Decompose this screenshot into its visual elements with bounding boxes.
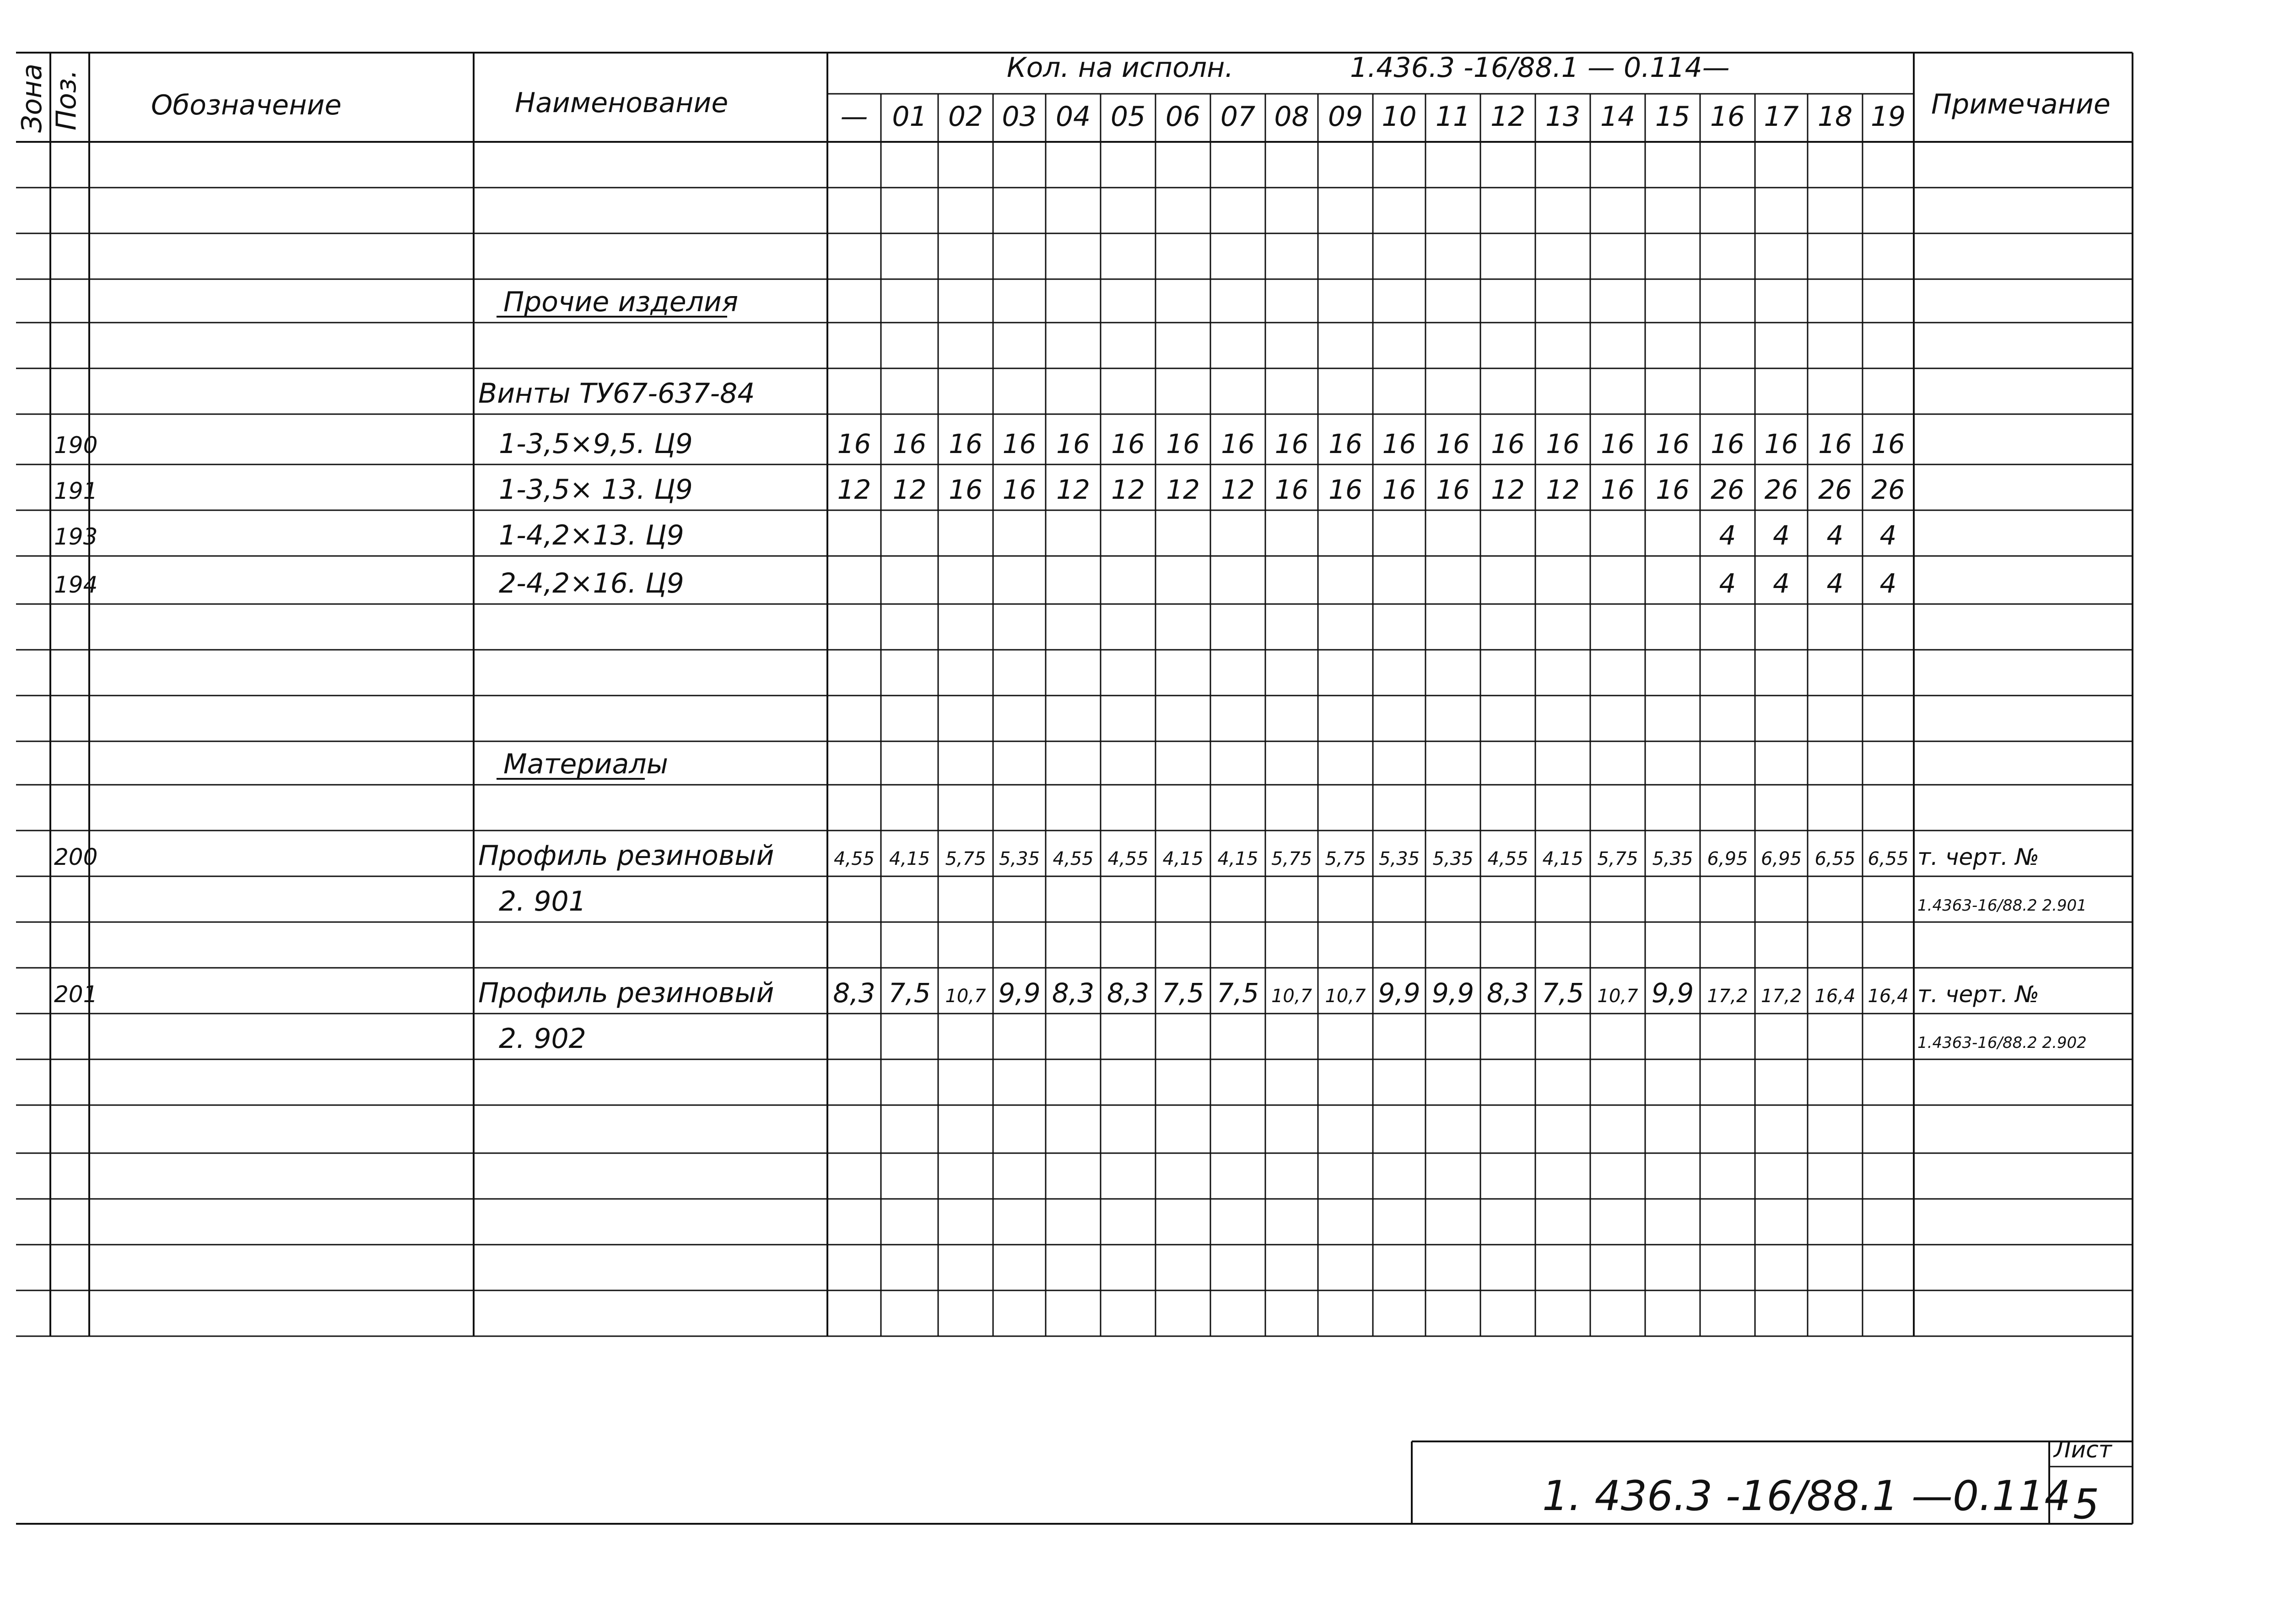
variant-header-11: 11 (1435, 101, 1471, 133)
quantity-cell: 16 (1656, 428, 1690, 459)
quantity-cell: 26 (1818, 474, 1852, 505)
quantity-cell: 9,9 (1431, 977, 1474, 1009)
table-row (499, 1023, 2087, 1055)
quantity-cell: 16 (1436, 428, 1470, 459)
note-cell: т. черт. № (1917, 981, 2039, 1008)
quantity-cell: 16 (1382, 428, 1416, 459)
quantity-cell: 16 (892, 428, 927, 459)
quantity-cell: 16 (1328, 428, 1362, 459)
quantity-cell: 12 (1166, 474, 1200, 505)
quantity-cell: 16 (1711, 428, 1744, 459)
quantity-cell: 8,3 (1486, 977, 1529, 1009)
item-name: 2. 901 (499, 885, 586, 917)
quantity-cell: 4 (1879, 520, 1897, 551)
variant-header-7: 07 (1220, 101, 1256, 133)
quantity-cell: 16 (1221, 428, 1255, 459)
note-cell: 1.4363-16/88.2 2.902 (1917, 1034, 2087, 1052)
item-name: Профиль резиновый (478, 840, 774, 872)
stamp-list-label: Лист (2054, 1436, 2112, 1463)
table-row (54, 840, 2039, 872)
quantity-cell: 9,9 (1651, 977, 1694, 1009)
table-row (54, 519, 1896, 551)
quantity-cell: 7,5 (1541, 977, 1584, 1009)
quantity-cell: 5,75 (1597, 848, 1638, 869)
quantity-cell: 6,55 (1814, 848, 1856, 869)
variant-header-0: — (840, 101, 868, 133)
quantity-cell: 16 (1601, 428, 1635, 459)
quantity-cell: 8,3 (1107, 977, 1150, 1009)
quantity-cell: 26 (1871, 474, 1905, 505)
quantity-cell: 5,75 (1271, 848, 1312, 869)
table-row (54, 428, 1905, 460)
quantity-cell: 16 (1491, 428, 1525, 459)
table-row (478, 378, 755, 410)
quantity-cell: 16 (1166, 428, 1200, 459)
quantity-cell: 12 (1546, 474, 1580, 505)
note-cell: 1.4363-16/88.2 2.901 (1917, 896, 2087, 915)
quantity-cell: 4 (1773, 568, 1790, 599)
quantity-cell: 6,95 (1707, 848, 1748, 869)
quantity-cell: 16 (1328, 474, 1362, 505)
header-poz: Поз. (50, 70, 82, 130)
variant-header-9: 09 (1328, 101, 1363, 133)
item-name: 1-3,5× 13. Ц9 (499, 474, 693, 506)
header-zona: Зона (16, 63, 48, 133)
quantity-cell: 4 (1826, 520, 1844, 551)
quantity-cell: 12 (1221, 474, 1255, 505)
quantity-cell: 5,75 (945, 848, 986, 869)
table-row (54, 567, 1896, 599)
quantity-cell: 16,4 (1814, 986, 1856, 1007)
stamp-designation: 1. 436.3 -16/88.1 —0.114 (1542, 1472, 2071, 1520)
item-name: Винты ТУ67-637-84 (478, 378, 755, 410)
quantity-cell: 16 (1002, 474, 1037, 505)
item-name: 2. 902 (499, 1023, 586, 1055)
quantity-cell: 12 (1111, 474, 1145, 505)
quantity-cell: 16 (1601, 474, 1635, 505)
position-number: 193 (54, 523, 98, 550)
variant-header-17: 17 (1764, 101, 1799, 133)
variant-header-5: 05 (1110, 101, 1146, 133)
quantity-cell: 12 (1491, 474, 1525, 505)
quantity-cell: 5,75 (1325, 848, 1366, 869)
header-naimenovanie: Наименование (515, 87, 729, 119)
item-name: Профиль резиновый (478, 977, 774, 1009)
quantity-cell: 5,35 (1378, 848, 1420, 869)
quantity-cell: 5,35 (999, 848, 1040, 869)
header-oboznachenie: Обозначение (151, 89, 342, 121)
quantity-cell: 4 (1719, 520, 1736, 551)
quantity-cell: 4,15 (1542, 848, 1583, 869)
quantity-cell: 4,15 (1162, 848, 1204, 869)
stamp-list-number: 5 (2073, 1480, 2100, 1528)
quantity-cell: 26 (1764, 474, 1798, 505)
position-number: 190 (54, 432, 98, 459)
quantity-cell: 16 (1656, 474, 1690, 505)
table-row (499, 885, 2087, 917)
table-row (497, 286, 738, 318)
quantity-cell: 4,55 (1487, 848, 1528, 869)
quantity-cell: 5,35 (1652, 848, 1693, 869)
variant-header-15: 15 (1655, 101, 1690, 133)
quantity-cell: 10,7 (1271, 986, 1312, 1007)
quantity-cell: 7,5 (888, 977, 931, 1009)
quantity-cell: 8,3 (1052, 977, 1095, 1009)
variant-header-13: 13 (1545, 101, 1581, 133)
quantity-cell: 12 (837, 474, 871, 505)
quantity-cell: 7,5 (1161, 977, 1204, 1009)
quantity-cell: 16 (1002, 428, 1037, 459)
variant-header-1: 01 (892, 101, 927, 133)
quantity-cell: 16 (1274, 428, 1309, 459)
quantity-cell: 17,2 (1760, 986, 1802, 1007)
quantity-cell: 4,15 (1217, 848, 1258, 869)
quantity-cell: 10,7 (945, 986, 986, 1007)
quantity-cell: 4,55 (833, 848, 875, 869)
note-cell: т. черт. № (1917, 844, 2039, 870)
quantity-cell: 4 (1773, 520, 1790, 551)
quantity-cell: 26 (1711, 474, 1744, 505)
item-name: 1-3,5×9,5. Ц9 (499, 428, 693, 460)
quantity-cell: 10,7 (1325, 986, 1366, 1007)
variant-header-4: 04 (1055, 101, 1091, 133)
quantity-cell: 16 (837, 428, 871, 459)
quantity-cell: 4,55 (1107, 848, 1149, 869)
quantity-cell: 16 (949, 428, 983, 459)
quantity-cell: 16 (1056, 428, 1090, 459)
quantity-cell: 4 (1879, 568, 1897, 599)
variant-header-18: 18 (1817, 101, 1853, 133)
quantity-cell: 9,9 (1378, 977, 1420, 1009)
quantity-cell: 16 (1274, 474, 1309, 505)
position-number: 191 (54, 478, 98, 504)
quantity-cell: 9,9 (998, 977, 1041, 1009)
quantity-cell: 4 (1719, 568, 1736, 599)
quantity-cell: 4,55 (1053, 848, 1094, 869)
quantity-cell: 12 (1056, 474, 1090, 505)
quantity-cell: 4,15 (889, 848, 930, 869)
position-number: 201 (54, 981, 98, 1008)
section-title: Материалы (503, 748, 668, 780)
quantity-cell: 16 (1818, 428, 1852, 459)
quantity-cell: 5,35 (1432, 848, 1474, 869)
variant-header-12: 12 (1490, 101, 1526, 133)
quantity-cell: 7,5 (1216, 977, 1259, 1009)
variant-header-3: 03 (1002, 101, 1037, 133)
quantity-cell: 16 (1871, 428, 1905, 459)
variant-header-2: 02 (948, 101, 983, 133)
table-row (54, 977, 2039, 1009)
quantity-cell: 16 (1436, 474, 1470, 505)
variant-header-8: 08 (1274, 101, 1309, 133)
quantity-cell: 6,55 (1868, 848, 1909, 869)
quantity-cell: 10,7 (1597, 986, 1638, 1007)
quantity-cell: 16 (949, 474, 983, 505)
position-number: 194 (54, 572, 98, 598)
item-name: 2-4,2×16. Ц9 (499, 567, 684, 599)
table-rows (54, 286, 2087, 1055)
quantity-cell: 16 (1764, 428, 1798, 459)
quantity-cell: 6,95 (1760, 848, 1802, 869)
quantity-cell: 16 (1111, 428, 1145, 459)
quantity-cell: 8,3 (833, 977, 875, 1009)
quantity-cell: 16 (1546, 428, 1580, 459)
variant-header-14: 14 (1600, 101, 1636, 133)
variant-header-19: 19 (1870, 101, 1906, 133)
header-kol-title: Кол. на исполн. (1007, 52, 1234, 84)
position-number: 200 (54, 844, 98, 870)
section-title: Прочие изделия (503, 286, 739, 318)
quantity-cell: 16 (1382, 474, 1416, 505)
variant-header-6: 06 (1165, 101, 1201, 133)
item-name: 1-4,2×13. Ц9 (499, 519, 684, 551)
header-kol-code: 1.436.3 -16/88.1 — 0.114— (1350, 52, 1730, 84)
table-row (497, 748, 668, 780)
variant-header-10: 10 (1382, 101, 1417, 133)
header-primechanie: Примечание (1931, 88, 2111, 120)
quantity-cell: 16,4 (1868, 986, 1909, 1007)
quantity-cell: 12 (892, 474, 927, 505)
quantity-cell: 4 (1826, 568, 1844, 599)
table-row (54, 474, 1905, 506)
quantity-cell: 17,2 (1707, 986, 1748, 1007)
variant-header-16: 16 (1710, 101, 1745, 133)
